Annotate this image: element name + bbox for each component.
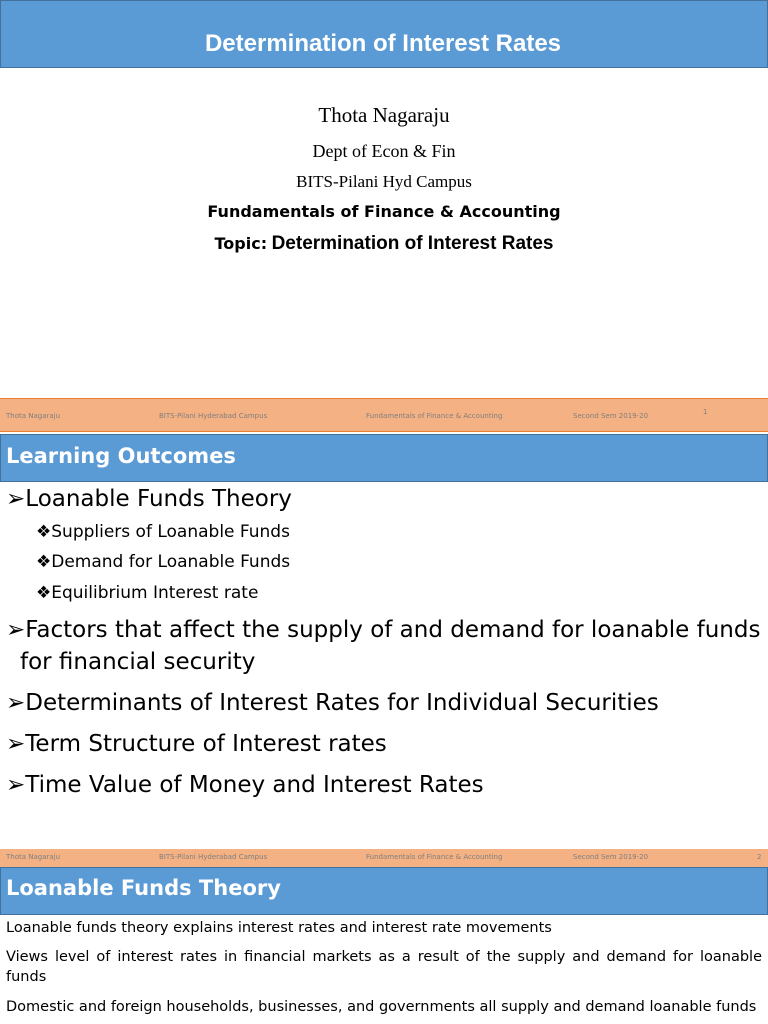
body-paragraph: Views level of interest rates in financial markets as a result of the supply and demand for loanable funds <box>6 949 762 985</box>
outcome-item: ➢Loanable Funds Theory <box>6 486 292 512</box>
topic-line <box>0 233 768 255</box>
slide-3-heading: Loanable Funds Theory <box>6 876 281 900</box>
diamond-bullet-icon: ❖ <box>36 583 52 603</box>
slide-footer <box>0 849 768 868</box>
footer-author: Thota Nagaraju <box>6 412 61 420</box>
author-name: Thota Nagaraju <box>318 103 450 127</box>
course-name: Fundamentals of Finance & Accounting <box>207 202 561 221</box>
campus: BITS-Pilani Hyd Campus <box>296 172 472 191</box>
page-number: 2 <box>757 853 762 861</box>
arrow-bullet-icon: ➢ <box>6 617 26 643</box>
body-paragraph: Loanable funds theory explains interest rates and interest rate movements <box>6 920 552 936</box>
outcome-item: ➢Factors that affect the supply of and demand for loanable funds for financial security <box>6 617 761 675</box>
slide-footer <box>0 398 768 432</box>
outcome-sub-item: ❖Suppliers of Loanable Funds <box>36 522 290 542</box>
footer-course: Fundamentals of Finance & Accounting <box>366 412 503 420</box>
topic-label: Topic: <box>214 234 268 253</box>
outcome-item: ➢Determinants of Interest Rates for Individual Securities <box>6 690 659 716</box>
department: Dept of Econ & Fin <box>312 141 456 161</box>
outcome-sub-item: ❖Demand for Loanable Funds <box>36 552 291 572</box>
topic-value: Determination of Interest Rates <box>271 233 554 254</box>
arrow-bullet-icon: ➢ <box>6 690 26 716</box>
arrow-bullet-icon: ➢ <box>6 486 26 512</box>
arrow-bullet-icon: ➢ <box>6 731 26 757</box>
outcome-item: ➢Term Structure of Interest rates <box>6 731 387 757</box>
slide-2 <box>0 398 768 849</box>
diamond-bullet-icon: ❖ <box>36 522 52 542</box>
footer-semester: Second Sem 2019-20 <box>573 853 649 861</box>
diamond-bullet-icon: ❖ <box>36 552 52 572</box>
slide-1-title: Determination of Interest Rates <box>204 30 562 57</box>
footer-semester: Second Sem 2019-20 <box>573 412 649 420</box>
footer-campus: BITS-Pilani Hyderabad Campus <box>159 853 268 861</box>
outcome-sub-item: ❖Equilibrium Interest rate <box>36 583 259 603</box>
page-number: 1 <box>703 408 708 416</box>
footer-campus: BITS-Pilani Hyderabad Campus <box>159 412 268 420</box>
slide-3 <box>0 849 768 1024</box>
body-paragraph: Domestic and foreign households, businesses, and governments all supply and demand loanable funds <box>6 999 757 1015</box>
outcome-item: ➢Time Value of Money and Interest Rates <box>6 772 484 798</box>
arrow-bullet-icon: ➢ <box>6 772 26 798</box>
footer-author: Thota Nagaraju <box>6 853 61 861</box>
slide-2-heading: Learning Outcomes <box>6 444 236 468</box>
footer-course: Fundamentals of Finance & Accounting <box>366 853 503 861</box>
slide-1 <box>0 0 768 398</box>
